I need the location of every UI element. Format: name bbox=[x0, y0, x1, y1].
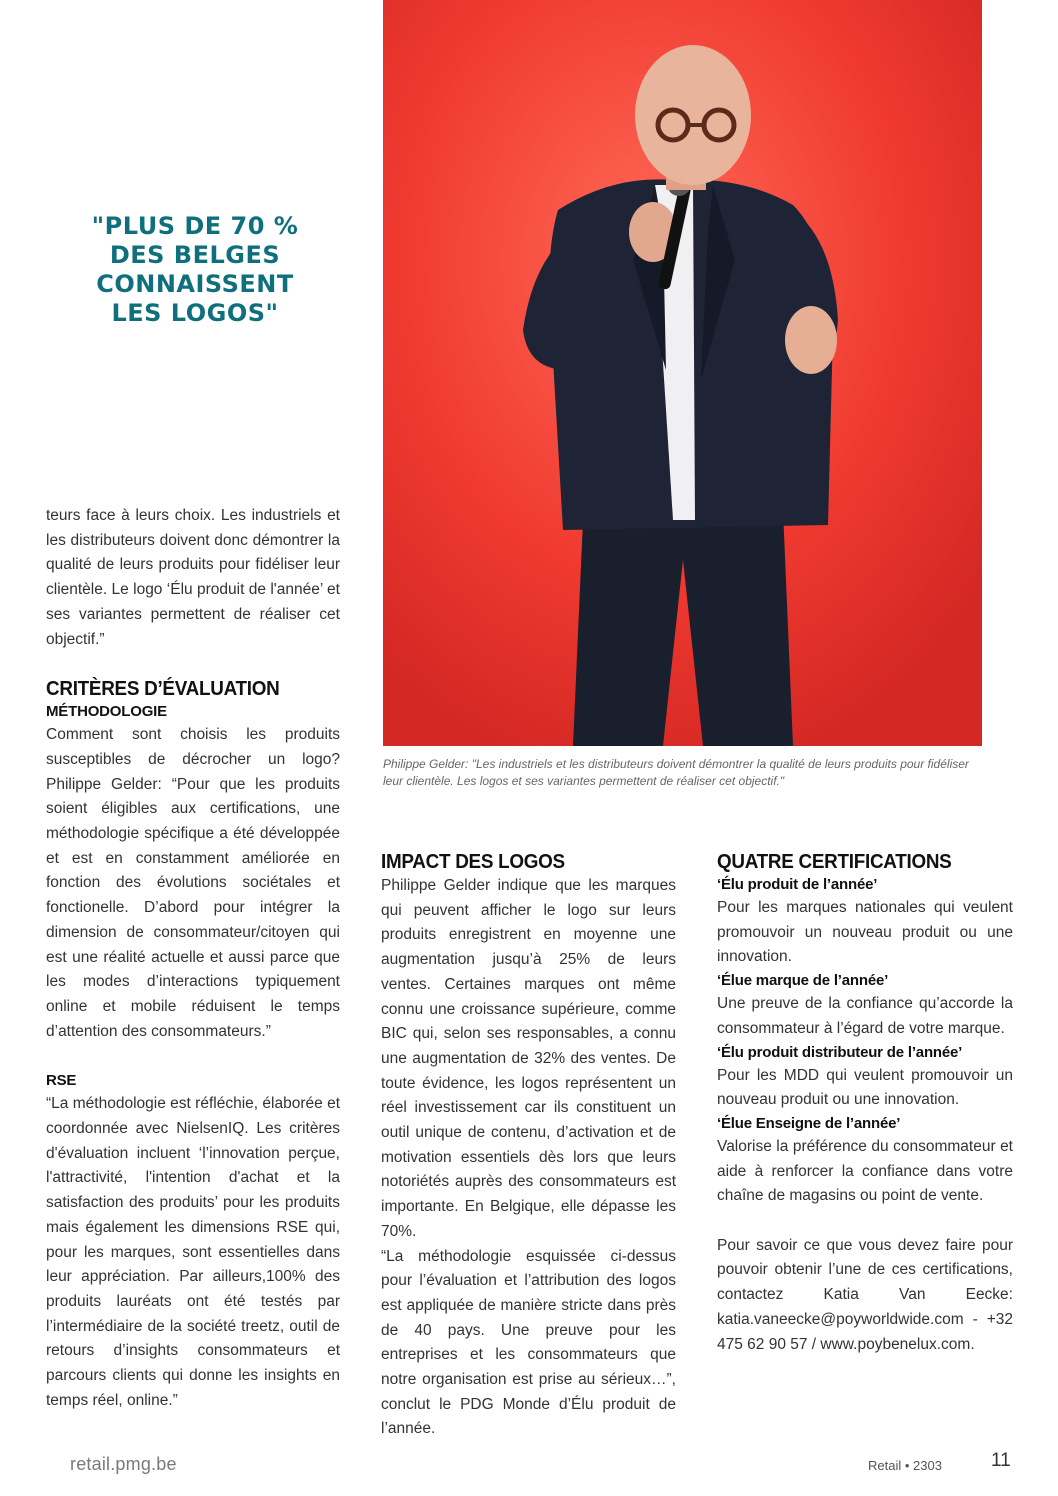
footer-site-link[interactable]: retail.pmg.be bbox=[70, 1454, 177, 1474]
certification-title: ‘Élue Enseigne de l’année’ bbox=[717, 1114, 901, 1132]
certification-title: ‘Élue marque de l’année’ bbox=[717, 972, 889, 990]
column-3 bbox=[717, 850, 1013, 1357]
pull-quote-line: "PLUS DE 70 % bbox=[91, 212, 299, 240]
paragraph-impact-2: “La méthodologie esquissée ci-dessus pour l’évaluation et l’attribution des logos est appliquée de manière stricte dans près de 40 pays. Une preuve pour les entreprises et les consommateurs que notre organisation est prise au sérieux…”, conclut le PDG Monde d’Élu produit de l’année. bbox=[381, 1247, 676, 1438]
photo-caption: Philippe Gelder: "Les industriels et les distributeurs doivent démontrer la qualité de leurs produits pour fidéliser leur clientèle. Les logos et ses variantes permettent de réaliser cet objectif." bbox=[383, 757, 969, 788]
certification-description: Pour les MDD qui veulent promouvoir un nouveau produit ou une innovation. bbox=[717, 1066, 1013, 1109]
certification-description: Une preuve de la confiance qu’accorde la consommateur à l’égard de votre marque. bbox=[717, 995, 1013, 1037]
column-1 bbox=[46, 504, 340, 1414]
speaker-photo bbox=[383, 0, 982, 746]
column-2 bbox=[381, 850, 676, 1442]
pull-quote-line: DES BELGES bbox=[109, 241, 281, 269]
contact-paragraph: Pour savoir ce que vous devez faire pour pouvoir obtenir l’une de ces certifications, contactez Katia Van Eecke: katia.vaneecke@poyworldwide.com - +32 475 62 90 57 / www.poybenelux.com. bbox=[717, 1236, 1013, 1353]
certification-title: ‘Élu produit distributeur de l’année’ bbox=[717, 1043, 963, 1061]
subheading-methodologie: MÉTHODOLOGIE bbox=[46, 703, 167, 721]
paragraph-methodologie: Comment sont choisis les produits susceptibles de décrocher un logo? Philippe Gelder: “Pour que les produits soient éligibles aux certifications, une méthodologie spécifique a été développée et est en constamment améliorée en fonction des évolutions sociétales et fonctionelle. D’abord pour intégrer la dimension de consommateur/citoyen qui est une réalité actuelle et aussi parce que les modes d’interactions typiquement online et mobile réduisent le temps d’attention des consommateurs.” bbox=[46, 726, 340, 1040]
certification-description: Valorise la préférence du consommateur et aide à renforcer la confiance dans votre chaîne de magasins ou point de vente. bbox=[717, 1137, 1013, 1205]
certification-description: Pour les marques nationales qui veulent promouvoir un nouveau produit ou une innovation. bbox=[717, 899, 1013, 966]
page-number: 11 bbox=[991, 1450, 1011, 1471]
pull-quote-line: CONNAISSENT bbox=[96, 270, 294, 298]
pull-quote bbox=[60, 212, 330, 328]
heading-impact: IMPACT DES LOGOS bbox=[381, 850, 565, 873]
pull-quote-line: LES LOGOS" bbox=[111, 299, 279, 327]
certification-title: ‘Élu produit de l’année’ bbox=[717, 876, 878, 893]
heading-quatre-certifications: QUATRE CERTIFICATIONS bbox=[717, 850, 952, 873]
footer-issue: Retail • 2303 bbox=[868, 1458, 942, 1473]
subheading-rse: RSE bbox=[46, 1072, 77, 1090]
paragraph-rse: “La méthodologie est réfléchie, élaborée et coordonnée avec NielsenIQ. Les critères d'évaluation incluent ‘l’innovation perçue, l'attractivité, l'intention d'achat et la satisfaction des produits’ pour les produits mais également les dimensions RSE qui, pour les marques, sont essentielles dans leur appréciation. Par ailleurs,100% des produits lauréats ont été testés par l’intermédiaire de la société treetz, outil de retours d’insights consommateurs et parcours clients qui donne les insights en temps réel, online.” bbox=[46, 1095, 340, 1409]
heading-criteres: CRITÈRES D’ÉVALUATION bbox=[46, 677, 280, 701]
speaker-illustration bbox=[383, 0, 982, 746]
paragraph-impact-1: Philippe Gelder indique que les marques qui peuvent afficher le logo sur leurs produits enregistrent en moyenne une augmentation jusqu’à 25% de leurs ventes. Certaines marques ont même connu une croissance supérieure, comme BIC qui, selon ses responsables, a connu une augmentation de 32% des ventes. De toute évidence, les logos représentent un réel investissement car ils constituent un outil unique de contenu, d’activation et de motivation essentiels dès lors que leurs notoriétés auprès des consommateurs est importante. En Belgique, elle dépasse les 70%. bbox=[381, 877, 676, 1240]
intro-paragraph: teurs face à leurs choix. Les industriels et les distributeurs doivent donc démontrer la qualité de leurs produits pour fidéliser leur clientèle. Le logo ‘Élu produit de l'année’ et ses variantes permettent de réaliser cet objectif.” bbox=[46, 507, 340, 648]
